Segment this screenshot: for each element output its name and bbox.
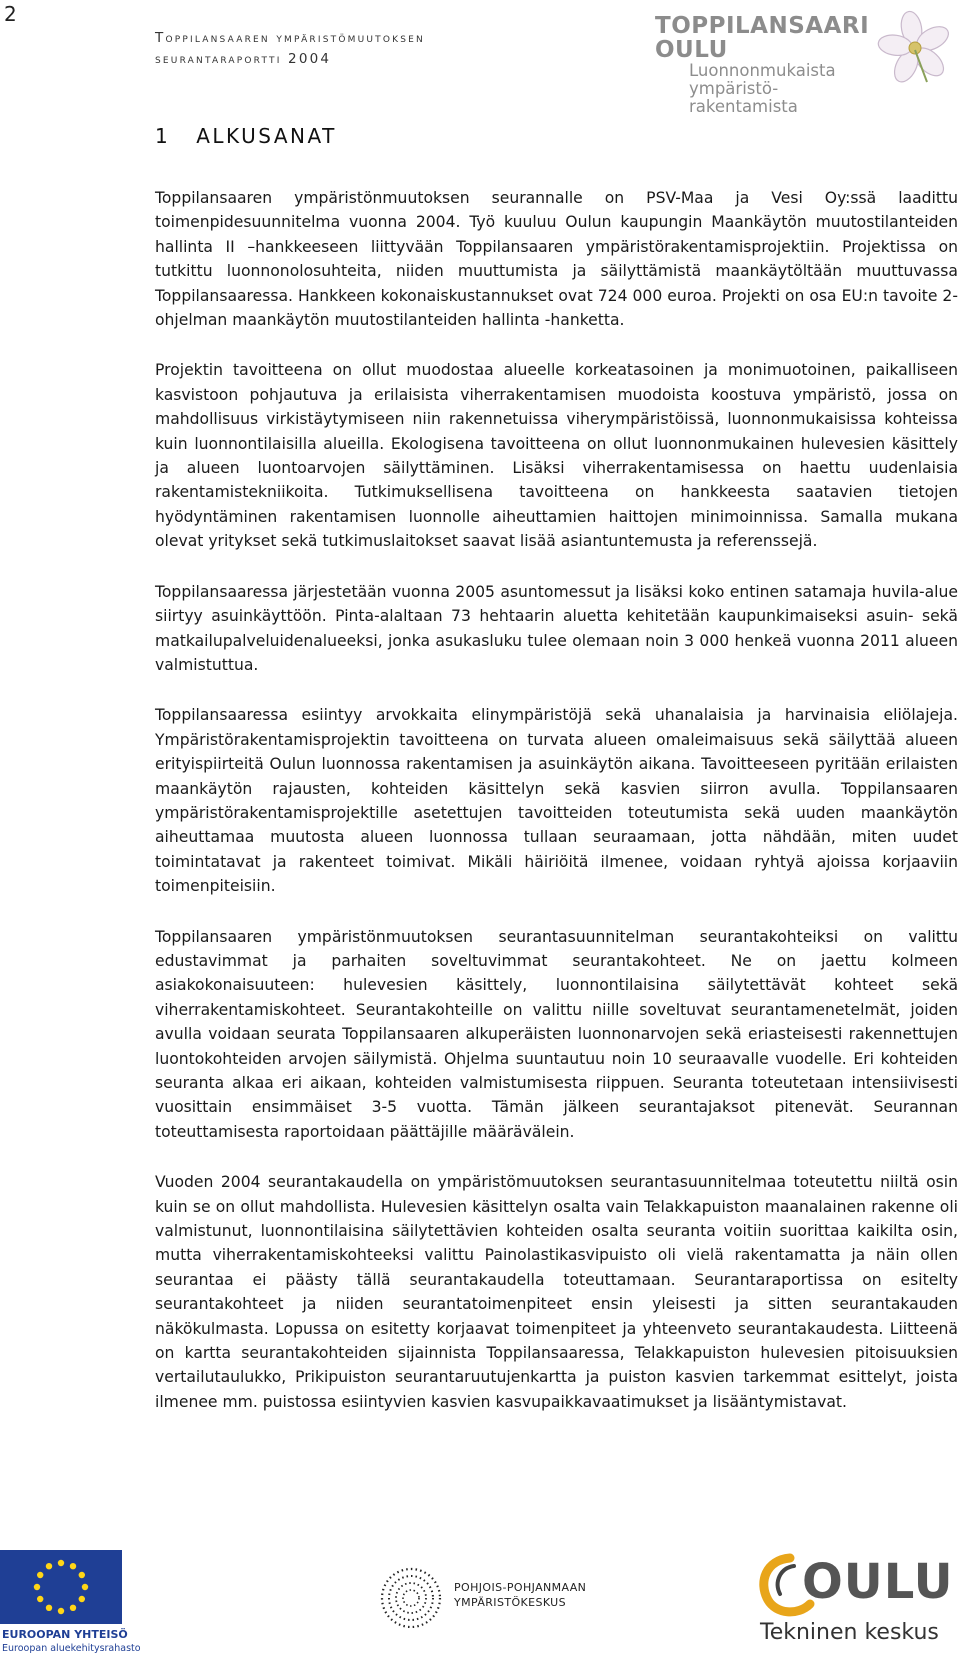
ppy-dotted-circle-icon [378, 1565, 444, 1631]
page-number: 2 [4, 2, 17, 26]
toppilansaari-logo [655, 13, 955, 116]
eu-logo [0, 1548, 141, 1657]
ppy-logo [378, 1565, 618, 1635]
oulu-wordmark: OULU [802, 1554, 954, 1610]
logo-sub2: ympäristö- [689, 79, 779, 98]
running-title-line2: seurantaraportti 2004 [155, 51, 332, 67]
eu-label: EUROOPAN YHTEISÖ [2, 1628, 128, 1641]
ppy-label-line1: POHJOIS-POHJANMAAN [454, 1581, 587, 1594]
section-title: ALKUSANAT [196, 124, 337, 148]
paragraph: Toppilansaaren ympäristönmuutoksen seurannalle on PSV-Maa ja Vesi Oy:ssä laadittu toimenpidesuunnitelma vuonna 2004. Työ kuuluu Oulun kaupungin Maankäytön muutostilanteiden hallinta II –hankkeeseen liittyvään Toppilansaaren ympäristörakentamisprojektiin. Projektissa on tutkittu luonnonolosuhteita, niiden muuttumista ja säilyttämistä maankäytöltään muuttuvassa Toppilansaaressa. Hankkeen kokonaiskustannukset ovat 724 000 euroa. Projekti on osa EU:n tavoite 2- ohjelman maankäytön muutostilanteiden hallinta -hanketta. [155, 189, 958, 330]
eu-flag [0, 1550, 122, 1624]
paragraph: Toppilansaaren ympäristönmuutoksen seurantasuunnitelman seurantakohteiksi on valittu edustavimmat ja parhaiten soveltuvimmat seurantakohteet. Ne on jaettu kolmeen asiakokonaisuuteen: hulevesien käsittely, luonnontilaisina säilytettävät kohteet sekä viherrakentamiskohteet. Seurantakohteille on valittu niille soveltuvat seurantamenetelmät, joiden avulla voidaan seurata Toppilansaaren alkuperäisten luonnonarvojen sekä eriasteisesti rakennettujen luontokohteiden arvojen säilymistä. Ohjelma suuntautuu noin 10 seuraavalle vuodelle. Eri kohteiden seuranta alkaa eri aikaan, kohteiden valmistumisesta riippuen. Seuranta toteutetaan intensiivisesti vuosittain ensimmäiset 3-5 vuotta. Tämän jälkeen seurantajaksot pitenevät. Seurannan toteuttamisesta raportoidaan päättäjille määrävälein. [155, 927, 958, 1141]
running-title-line1: Toppilansaaren ympäristömuutoksen [155, 30, 425, 46]
eu-stars-icon [0, 1550, 122, 1624]
section-heading [155, 124, 337, 148]
ppy-label-line2: YMPÄRISTÖKESKUS [454, 1596, 567, 1609]
paragraph: Toppilansaaressa esiintyy arvokkaita elinympäristöjä sekä uhanalaisia ja harvinaisia eliölajeja. Ympäristörakentamisprojektin tavoitteena on turvata alueen omaleimaisuus sekä säilyttää alueen erityispiirteitä Oulun luonnossa rakentamisen ja asuinkäytön aikana. Tavoitteeseen pyritään erilaisten maankäytön rajausten, kohteiden käsittelyn sekä kasvien siirron avulla. Toppilansaaren ympäristörakentamisprojektille asetettujen tavoitteiden toteutumista sekä uuden maankäytön aiheuttamaa muutosta alueen luonnossa tullaan seuraamaan, jotta nähdään, miten uudet toimintatavat ja rakenteet toimivat. Mikäli häiriöitä ilmenee, voidaan ryhtyä ajoissa korjaaviin toimenpiteisiin. [155, 706, 958, 896]
logo-title: TOPPILANSAARI OULU [655, 13, 870, 63]
eu-fund-label: Euroopan aluekehitysrahasto [2, 1643, 141, 1654]
paragraph: Vuoden 2004 seurantakaudella on ympäristömuutoksen seurantasuunnitelmaa toteutettu niiltä osin kuin se on ollut mahdollista. Hulevesien käsittelyn osalta vain Telakkapuiston maanalainen rakenne oli valmistunut, luonnontilaisina säilytettävien kohteiden osalta seuranta voitiin suorittaa kaikilta osin, mutta viherrakentamiskohteeksi valittu Painolastikasvipuisto oli vielä rakentamatta ja näin ollen seurantaa ei päästy tällä seurantakaudella toteuttamaan. Seurantaraportissa on esitelty seurantakohteet ja niiden seurantatoimenpiteet ensin yleisesti ja sitten seurantakauden näkökulmasta. Lopussa on esitetty korjaavat toimenpiteet ja yhteenveto seurantakaudesta. Liitteenä on kartta seurantakohteiden sijainnista Toppilansaaressa, Telakkapuiston hulevesien pitoisuuksien vertailutaulukko, Prikipuiston seurantaruutujenkartta ja puiston kasvien tarkemmat esittelyt, joista ilmenee mm. puistossa esiintyvien kasvien kasvupaikkavaatimukset ja lisääntymistavat. [155, 1173, 958, 1411]
logo-sub1: Luonnonmukaista [689, 61, 836, 80]
flower-icon [875, 8, 955, 88]
paragraph: Projektin tavoitteena on ollut muodostaa alueelle korkeatasoinen ja monimuotoinen, paikalliseen kasvistoon pohjautuva ja erilaisista viherrakentamisen muodoista koostuva ympäristö, jossa on mahdollisuus virkistäytymiseen niin rakennetuissa viherympäristöissä, luonnonmukaisissa kohteissa kuin luonnontilaisilla alueilla. Ekologisena tavoitteena on ollut luonnonmukainen hulevesien käsittely ja alueen luontoarvojen säilyttäminen. Lisäksi viherrakentamisessa on haettu uudenlaisia rakentamistekniikoita. Tutkimuksellisena tavoitteena on hankkeesta saatavien tietojen hyödyntäminen rakentamisen luonnolle aiheuttamien haittojen minimoinnissa. Samalla mukana olevat yritykset sekä tutkimuslaitokset saavat lisää asiantuntemusta ja referenssejä. [155, 361, 958, 551]
running-header [155, 28, 425, 70]
oulu-logo [754, 1552, 954, 1656]
logo-text [655, 14, 890, 116]
body-text [155, 186, 958, 1440]
section-number: 1 [155, 124, 171, 148]
paragraph: Toppilansaaressa järjestetään vuonna 2005 asuntomessut ja lisäksi koko entinen satamaja huvila-alue siirtyy asuinkäyttöön. Pinta-alaltaan 73 hehtaarin aluetta kehitetään kaupunkimaiseksi asuin- sekä matkailupalveluidenalueeksi, jonka asukasluku tulee olemaan noin 3 000 henkeä vuonna 2011 alueen valmistuttua. [155, 582, 958, 674]
oulu-subtitle: Tekninen keskus [760, 1620, 939, 1645]
logo-sub3: rakentamista [689, 97, 798, 116]
